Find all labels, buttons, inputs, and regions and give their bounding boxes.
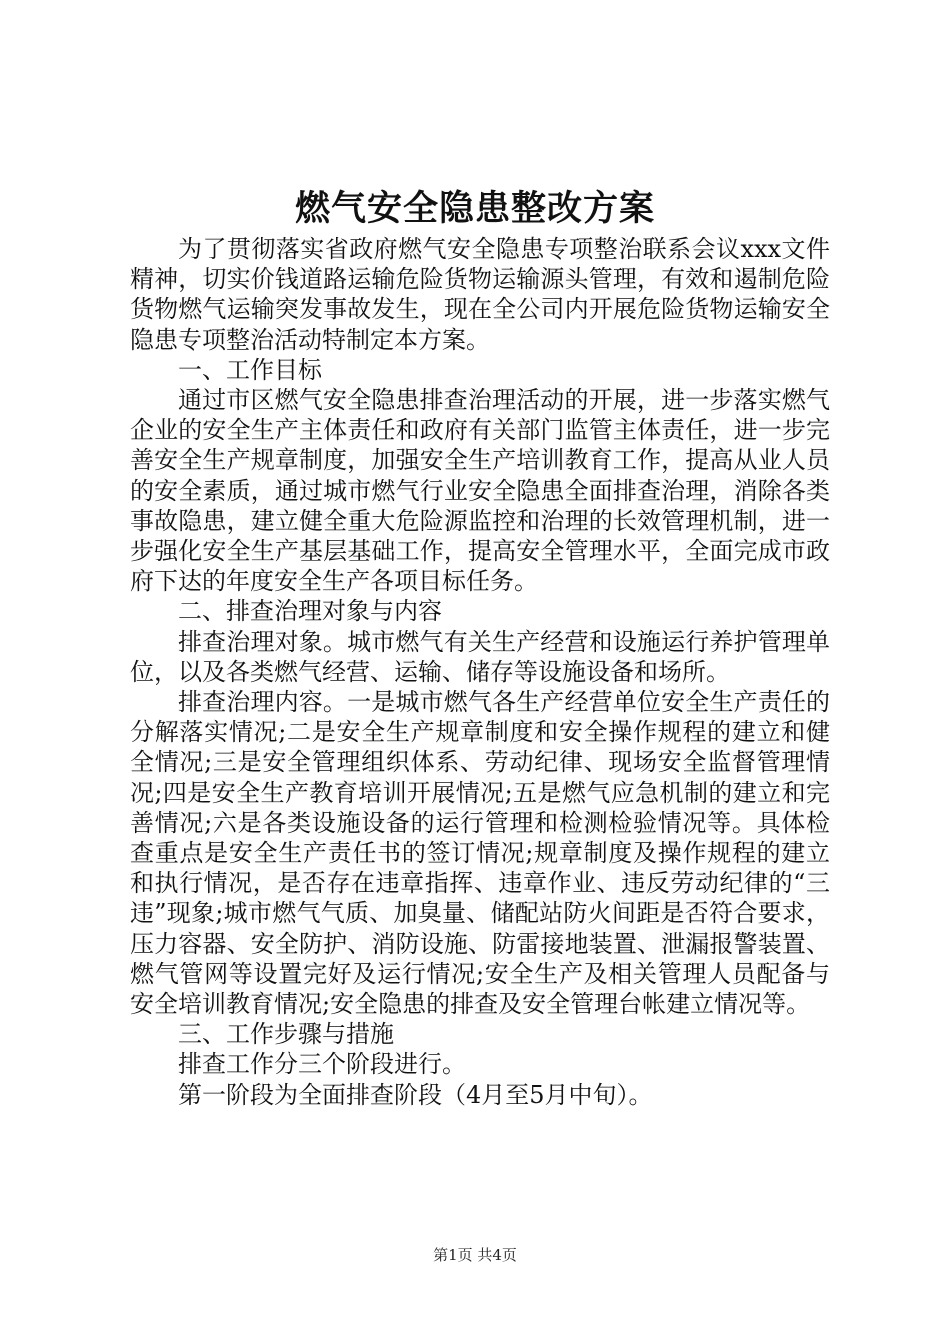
section-heading-goals: 一、工作目标 bbox=[178, 355, 322, 384]
phase-one-paragraph: 第一阶段为全面排查阶段（4月至5月中旬）。 bbox=[178, 1080, 653, 1109]
steps-paragraph: 排查工作分三个阶段进行。 bbox=[178, 1050, 466, 1079]
page-footer bbox=[0, 1245, 950, 1265]
targets-paragraph: 排查治理对象。城市燃气有关生产经营和设施运行养护管理单位，以及各类燃气经营、运输、储存等设施设备和场所。 bbox=[130, 627, 830, 686]
section-heading-targets: 二、排查治理对象与内容 bbox=[178, 597, 442, 626]
goals-paragraph: 通过市区燃气安全隐患排查治理活动的开展，进一步落实燃气企业的安全生产主体责任和政府有关部门监管主体责任，进一步完善安全生产规章制度，加强安全生产培训教育工作，提高从业人员的安全素质，通过城市燃气行业安全隐患全面排查治理，消除各类事故隐患，建立健全重大危险源监控和治理的长效管理机制，进一步强化安全生产基层基础工作，提高安全管理水平，全面完成市政府下达的年度安全生产各项目标任务。 bbox=[130, 386, 830, 596]
intro-paragraph: 为了贯彻落实省政府燃气安全隐患专项整治联系会议xxx文件精神，切实价钱道路运输危险货物运输源头管理，有效和遏制危险货物燃气运输突发事故发生，现在全公司内开展危险货物运输安全隐患专项整治活动特制定本方案。 bbox=[130, 235, 830, 354]
contents-paragraph: 排查治理内容。一是城市燃气各生产经营单位安全生产责任的分解落实情况;二是安全生产规章制度和安全操作规程的建立和健全情况;三是安全管理组织体系、劳动纪律、现场安全监督管理情况;四是安全生产教育培训开展情况;五是燃气应急机制的建立和完善情况;六是各类设施设备的运行管理和检测检验情况等。具体检查重点是安全生产责任书的签订情况;规章制度及操作规程的建立和执行情况，是否存在违章指挥、违章作业、违反劳动纪律的“三违”现象;城市燃气气质、加臭量、储配站防火间距是否符合要求，压力容器、安全防护、消防设施、防雷接地装置、泄漏报警装置、燃气管网等设置完好及运行情况;安全生产及相关管理人员配备与安全培训教育情况;安全隐患的排查及安全管理台帐建立情况等。 bbox=[130, 688, 830, 1019]
page-number: 第1页 共4页 bbox=[433, 1246, 517, 1264]
section-heading-steps: 三、工作步骤与措施 bbox=[178, 1020, 394, 1049]
document-body bbox=[130, 234, 830, 1110]
document-title: 燃气安全隐患整改方案 bbox=[294, 189, 655, 229]
